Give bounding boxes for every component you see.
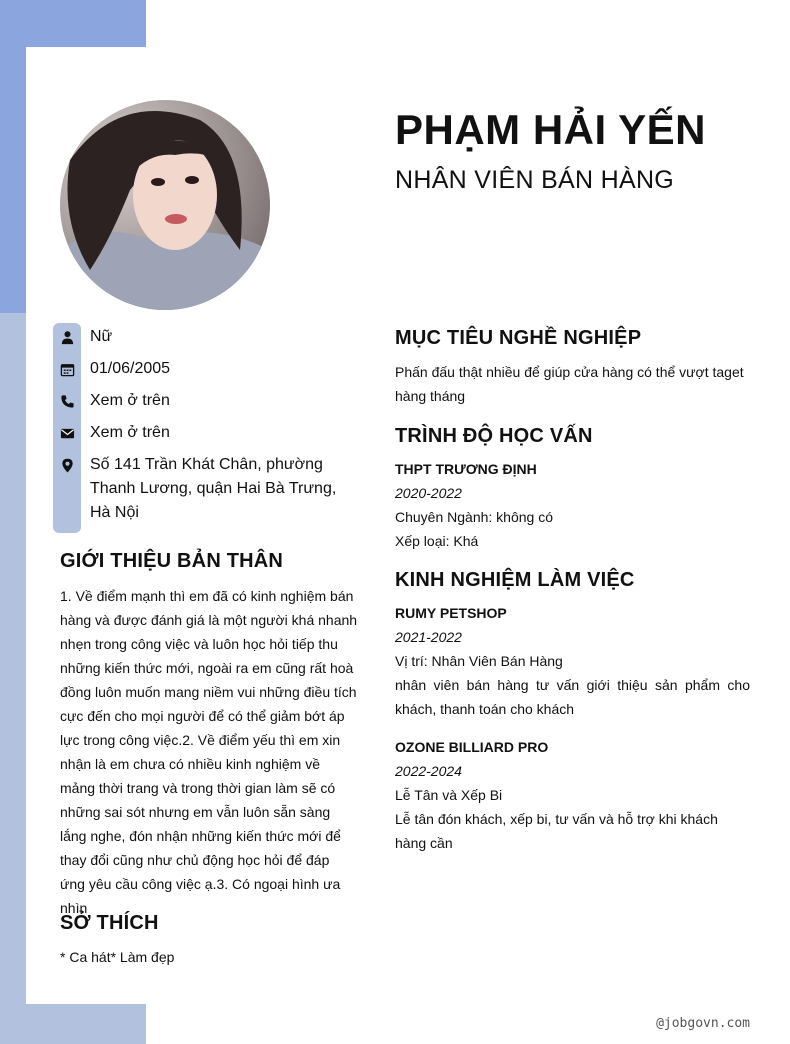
objective-text: Phấn đấu thật nhiều để giúp cửa hàng có thể vượt taget hàng tháng <box>395 364 744 404</box>
contact-address <box>53 453 363 525</box>
job-position: Vị trí: Nhân Viên Bán Hàng <box>395 653 563 669</box>
hobby-heading: SỞ THÍCH <box>60 912 159 934</box>
candidate-name: PHẠM HẢI YẾN <box>395 106 706 153</box>
mail-icon <box>53 421 81 445</box>
footer-watermark: @jobgovn.com <box>656 1016 750 1031</box>
intro-text: 1. Về điểm mạnh thì em đã có kinh nghiệm bán hàng và được đánh giá là một người khá nhanh nhẹn trong công việc và luôn học hỏi tiếp thu những kiến thức mới, ngoài ra em cũng rất hoà đồng luôn muốn mang niềm vui những điều tích cực đến cho mọi người để có thể giảm bớt áp lực trong công việc.2. Về điểm yếu thì em xin nhận là em chưa có nhiều kinh nghiệm về mảng thời trang và trong thời gian làm sẽ có những sai sót nhưng em vẫn luôn sẵn sàng lắng nghe, đón nhận những kiến thức mới để thay đổi cũng như chủ động học hỏi để đáp ứng yêu cầu công việc ạ.3. Có ngoại hình ưa nhìn <box>60 588 358 916</box>
phone-icon <box>53 389 81 413</box>
experience-job-1 <box>395 601 750 721</box>
job-period: 2021-2022 <box>395 629 462 645</box>
education-entry <box>395 457 750 553</box>
intro-heading: GIỚI THIỆU BẢN THÂN <box>60 550 284 572</box>
job-period: 2022-2024 <box>395 763 462 779</box>
contact-birthday <box>53 357 363 381</box>
job-description: Lễ tân đón khách, xếp bi, tư vấn và hỗ trợ khi khách hàng cần <box>395 811 718 851</box>
calendar-icon <box>53 357 81 381</box>
job-company: OZONE BILLIARD PRO <box>395 739 549 755</box>
contact-email <box>53 421 363 445</box>
person-icon <box>53 325 81 349</box>
phone-value: Xem ở trên <box>90 392 170 409</box>
contact-gender <box>53 325 363 349</box>
gender-value: Nữ <box>90 328 113 345</box>
school-grade: Xếp loại: Khá <box>395 533 479 549</box>
objective-heading: MỤC TIÊU NGHỀ NGHIỆP <box>395 327 642 349</box>
birthday-value: 01/06/2005 <box>90 360 171 377</box>
school-name: THPT TRƯƠNG ĐỊNH <box>395 461 537 477</box>
experience-heading: KINH NGHIỆM LÀM VIỆC <box>395 569 635 591</box>
school-major: Chuyên Ngành: không có <box>395 509 553 525</box>
job-description: nhân viên bán hàng tư vấn giới thiệu sản phẩm cho khách, thanh toán cho khách <box>395 677 750 717</box>
address-value: Số 141 Trần Khát Chân, phường Thanh Lương, quận Hai Bà Trưng, Hà Nội <box>90 456 337 521</box>
education-heading: TRÌNH ĐỘ HỌC VẤN <box>395 425 593 447</box>
job-company: RUMY PETSHOP <box>395 605 507 621</box>
experience-job-2 <box>395 735 750 855</box>
email-value: Xem ở trên <box>90 424 170 441</box>
job-position: Lễ Tân và Xếp Bi <box>395 787 503 803</box>
job-title: NHÂN VIÊN BÁN HÀNG <box>395 166 675 194</box>
contact-phone <box>53 389 363 413</box>
location-pin-icon <box>53 453 81 477</box>
profile-photo <box>60 100 270 310</box>
hobby-text: * Ca hát* Làm đẹp <box>60 949 175 965</box>
school-period: 2020-2022 <box>395 485 462 501</box>
